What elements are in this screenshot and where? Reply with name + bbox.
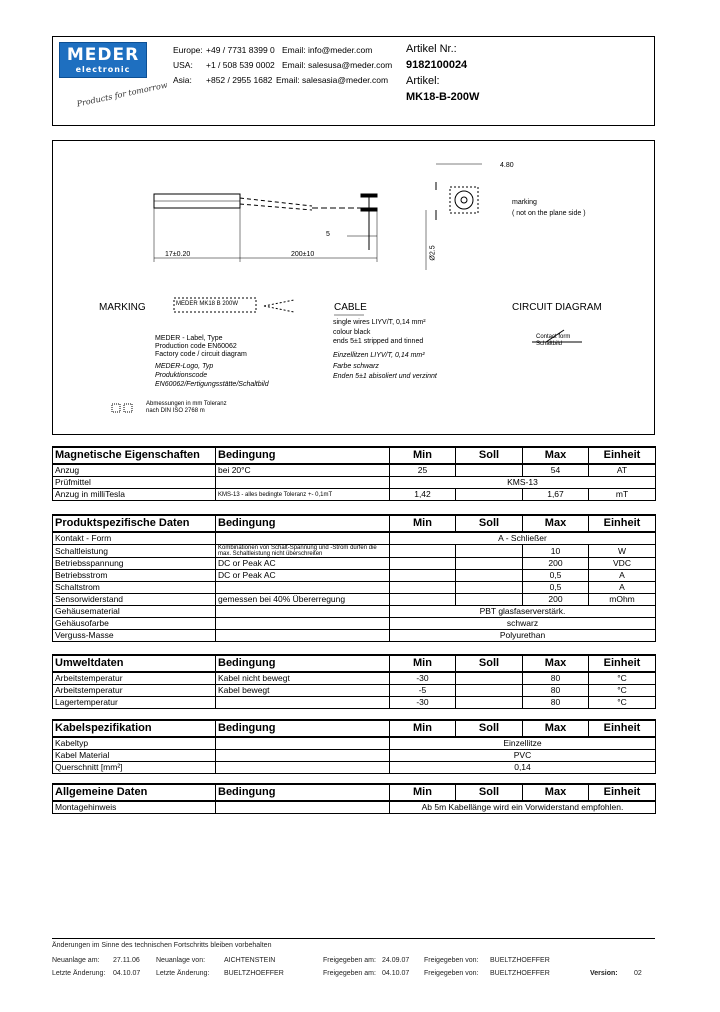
section-title: Allgemeine Daten: [53, 784, 216, 801]
table-row: Arbeitstemperatur Kabel nicht bewegt -30 80 °C: [53, 672, 656, 685]
table-row: Kabeltyp Einzellitze: [53, 737, 656, 750]
col-min: Min: [390, 447, 456, 464]
table-row: Gehäusematerial PBT glasfaserverstärk.: [53, 606, 656, 618]
table-row: Kontakt - Form A - Schließer: [53, 532, 656, 545]
contact-usa-phone: +1 / 508 539 0002: [206, 60, 275, 70]
table-cable: Kabelspezifikation Bedingung Min Soll Max Einheit Kabeltyp Einzellitze Kabel Material PVC Querschnitt [mm²] 0,14: [52, 719, 656, 774]
marking-line-4: MEDER-Logo, Typ: [155, 363, 214, 370]
contact-europe-region: Europe:: [173, 45, 203, 55]
table-row: Betriebsspannung DC or Peak AC 200 VDC: [53, 558, 656, 570]
table-row: Kabel Material PVC: [53, 750, 656, 762]
dim-vertical: Ø2.5: [429, 245, 437, 261]
col-bedingung: Bedingung: [216, 447, 390, 464]
cable-line-4: Einzellitzen LIYV/T, 0,14 mm²: [333, 352, 425, 359]
table-row: Sensorwiderstand gemessen bei 40% Übererregung 200 mOhm: [53, 594, 656, 606]
footer-notice: Änderungen im Sinne des technischen Fortschritts bleiben vorbehalten: [52, 942, 272, 949]
article-nr: 9182100024: [406, 59, 468, 71]
table-magnetic: [52, 446, 656, 501]
table-product: Produktspezifische Daten Bedingung Min Soll Max Einheit Kontakt - Form A - Schließer Schaltleistung Kombinationen von Schalt-Spannung und -Strom dürfen die max. Schaltleistung nicht überschreiten 10 W Betriebsspannung DC or Peak AC 200 VDC Betriebsstrom DC or Peak AC 0,5 A Schaltstrom 0,5 A Sensorwiderstand gemessen bei 40% Übererregung 200 mOhm Gehäusematerial PBT glasfaserverstärk. Gehäusofarbe schwarz Verguss-Masse Polyurethan: [52, 514, 656, 642]
technical-drawing: [52, 140, 655, 435]
table-row: Querschnitt [mm²] 0,14: [53, 762, 656, 774]
marking-line-6: EN60062/Fertigungsstätte/Schaltbild: [155, 381, 269, 388]
table-row: Verguss-Masse Polyurethan: [53, 630, 656, 642]
article-name: MK18-B-200W: [406, 91, 480, 103]
cable-line-5: Farbe schwarz: [333, 363, 379, 370]
table-general: Allgemeine Daten Bedingung Min Soll Max Einheit Montagehinweis Ab 5m Kabellänge wird ein Vorwiderstand empfohlen.: [52, 783, 656, 814]
marking-footnote-2: nach DIN ISO 2768 m: [146, 408, 205, 414]
marking-line-1: MEDER - Label, Type: [155, 335, 223, 342]
table-row: Anzug in milliTesla KMS-13 - alles bedingte Toleranz +- 0,1mT 1,42 1,67 mT: [53, 489, 656, 501]
dim-top: 4.80: [500, 162, 514, 169]
contact-usa-email: Email: salesusa@meder.com: [282, 60, 393, 70]
table-environment: Umweltdaten Bedingung Min Soll Max Einheit Arbeitstemperatur Kabel nicht bewegt -30 80 °C Arbeitstemperatur Kabel bewegt -5 80 °C Lagertemperatur -30 80 °C: [52, 654, 656, 709]
table-row: Schaltstrom 0,5 A: [53, 582, 656, 594]
meder-logo: MEDER electronic: [59, 42, 147, 78]
marking-line-2: Production code EN60062: [155, 343, 237, 350]
table-row: Arbeitstemperatur Kabel bewegt -5 80 °C: [53, 685, 656, 697]
table-row: Anzug bei 20°C 25 54 AT: [53, 464, 656, 477]
cable-line-2: colour black: [333, 329, 371, 336]
cable-line-6: Enden 5±1 abisoliert und verzinnt: [333, 373, 437, 380]
contact-europe-phone: +49 / 7731 8399 0: [206, 45, 275, 55]
cable-line-3: ends 5±1 stripped and tinned: [333, 338, 424, 345]
marking-note-2: ( not on the plane side ): [512, 210, 586, 217]
marking-note-1: marking: [512, 199, 537, 206]
dim-200: 200±10: [291, 251, 315, 258]
contact-asia-region: Asia:: [173, 75, 192, 85]
contact-asia-email: Email: salesasia@meder.com: [276, 75, 389, 85]
table-row: Betriebsstrom DC or Peak AC 0,5 A: [53, 570, 656, 582]
article-label: Artikel:: [406, 75, 440, 87]
cable-title: CABLE: [334, 302, 367, 313]
section-title: Produktspezifische Daten: [53, 515, 216, 532]
marking-line-3: Factory code / circuit diagram: [155, 351, 247, 358]
table-row: Prüfmittel KMS-13: [53, 477, 656, 489]
circuit-label-2: Schaltbild: [536, 341, 563, 347]
table-row: Gehäusofarbe schwarz: [53, 618, 656, 630]
col-einheit: Einheit: [589, 447, 656, 464]
table-row: Schaltleistung Kombinationen von Schalt-Spannung und -Strom dürfen die max. Schaltleistung nicht überschreiten 10 W: [53, 545, 656, 558]
marking-sample: MEDER MK18 B 200W: [176, 301, 239, 307]
marking-title: MARKING: [99, 302, 146, 313]
marking-line-5: Produktionscode: [155, 372, 208, 379]
circuit-label-1: Contact form: [536, 334, 571, 340]
table-row: Montagehinweis Ab 5m Kabellänge wird ein Vorwiderstand empfohlen.: [53, 801, 656, 814]
contact-usa-region: USA:: [173, 60, 193, 70]
cable-line-1: single wires LIYV/T, 0,14 mm²: [333, 319, 426, 326]
col-soll: Soll: [456, 447, 523, 464]
circuit-title: CIRCUIT DIAGRAM: [512, 302, 602, 313]
table-row: Lagertemperatur -30 80 °C: [53, 697, 656, 709]
section-title: Magnetische Eigenschaften: [53, 447, 216, 464]
dim-17: 17±0.20: [165, 251, 191, 258]
contact-asia-phone: +852 / 2955 1682: [206, 75, 273, 85]
tagline: Products for tomorrow: [75, 80, 169, 109]
section-title: Umweltdaten: [53, 655, 216, 672]
section-title: Kabelspezifikation: [53, 720, 216, 737]
article-nr-label: Artikel Nr.:: [406, 43, 457, 55]
dim-51: 5: [326, 231, 330, 238]
footer-divider: [52, 938, 655, 939]
col-max: Max: [523, 447, 589, 464]
marking-footnote-1: Abmessungen in mm Toleranz: [146, 401, 227, 407]
contact-europe-email: Email: info@meder.com: [282, 45, 373, 55]
